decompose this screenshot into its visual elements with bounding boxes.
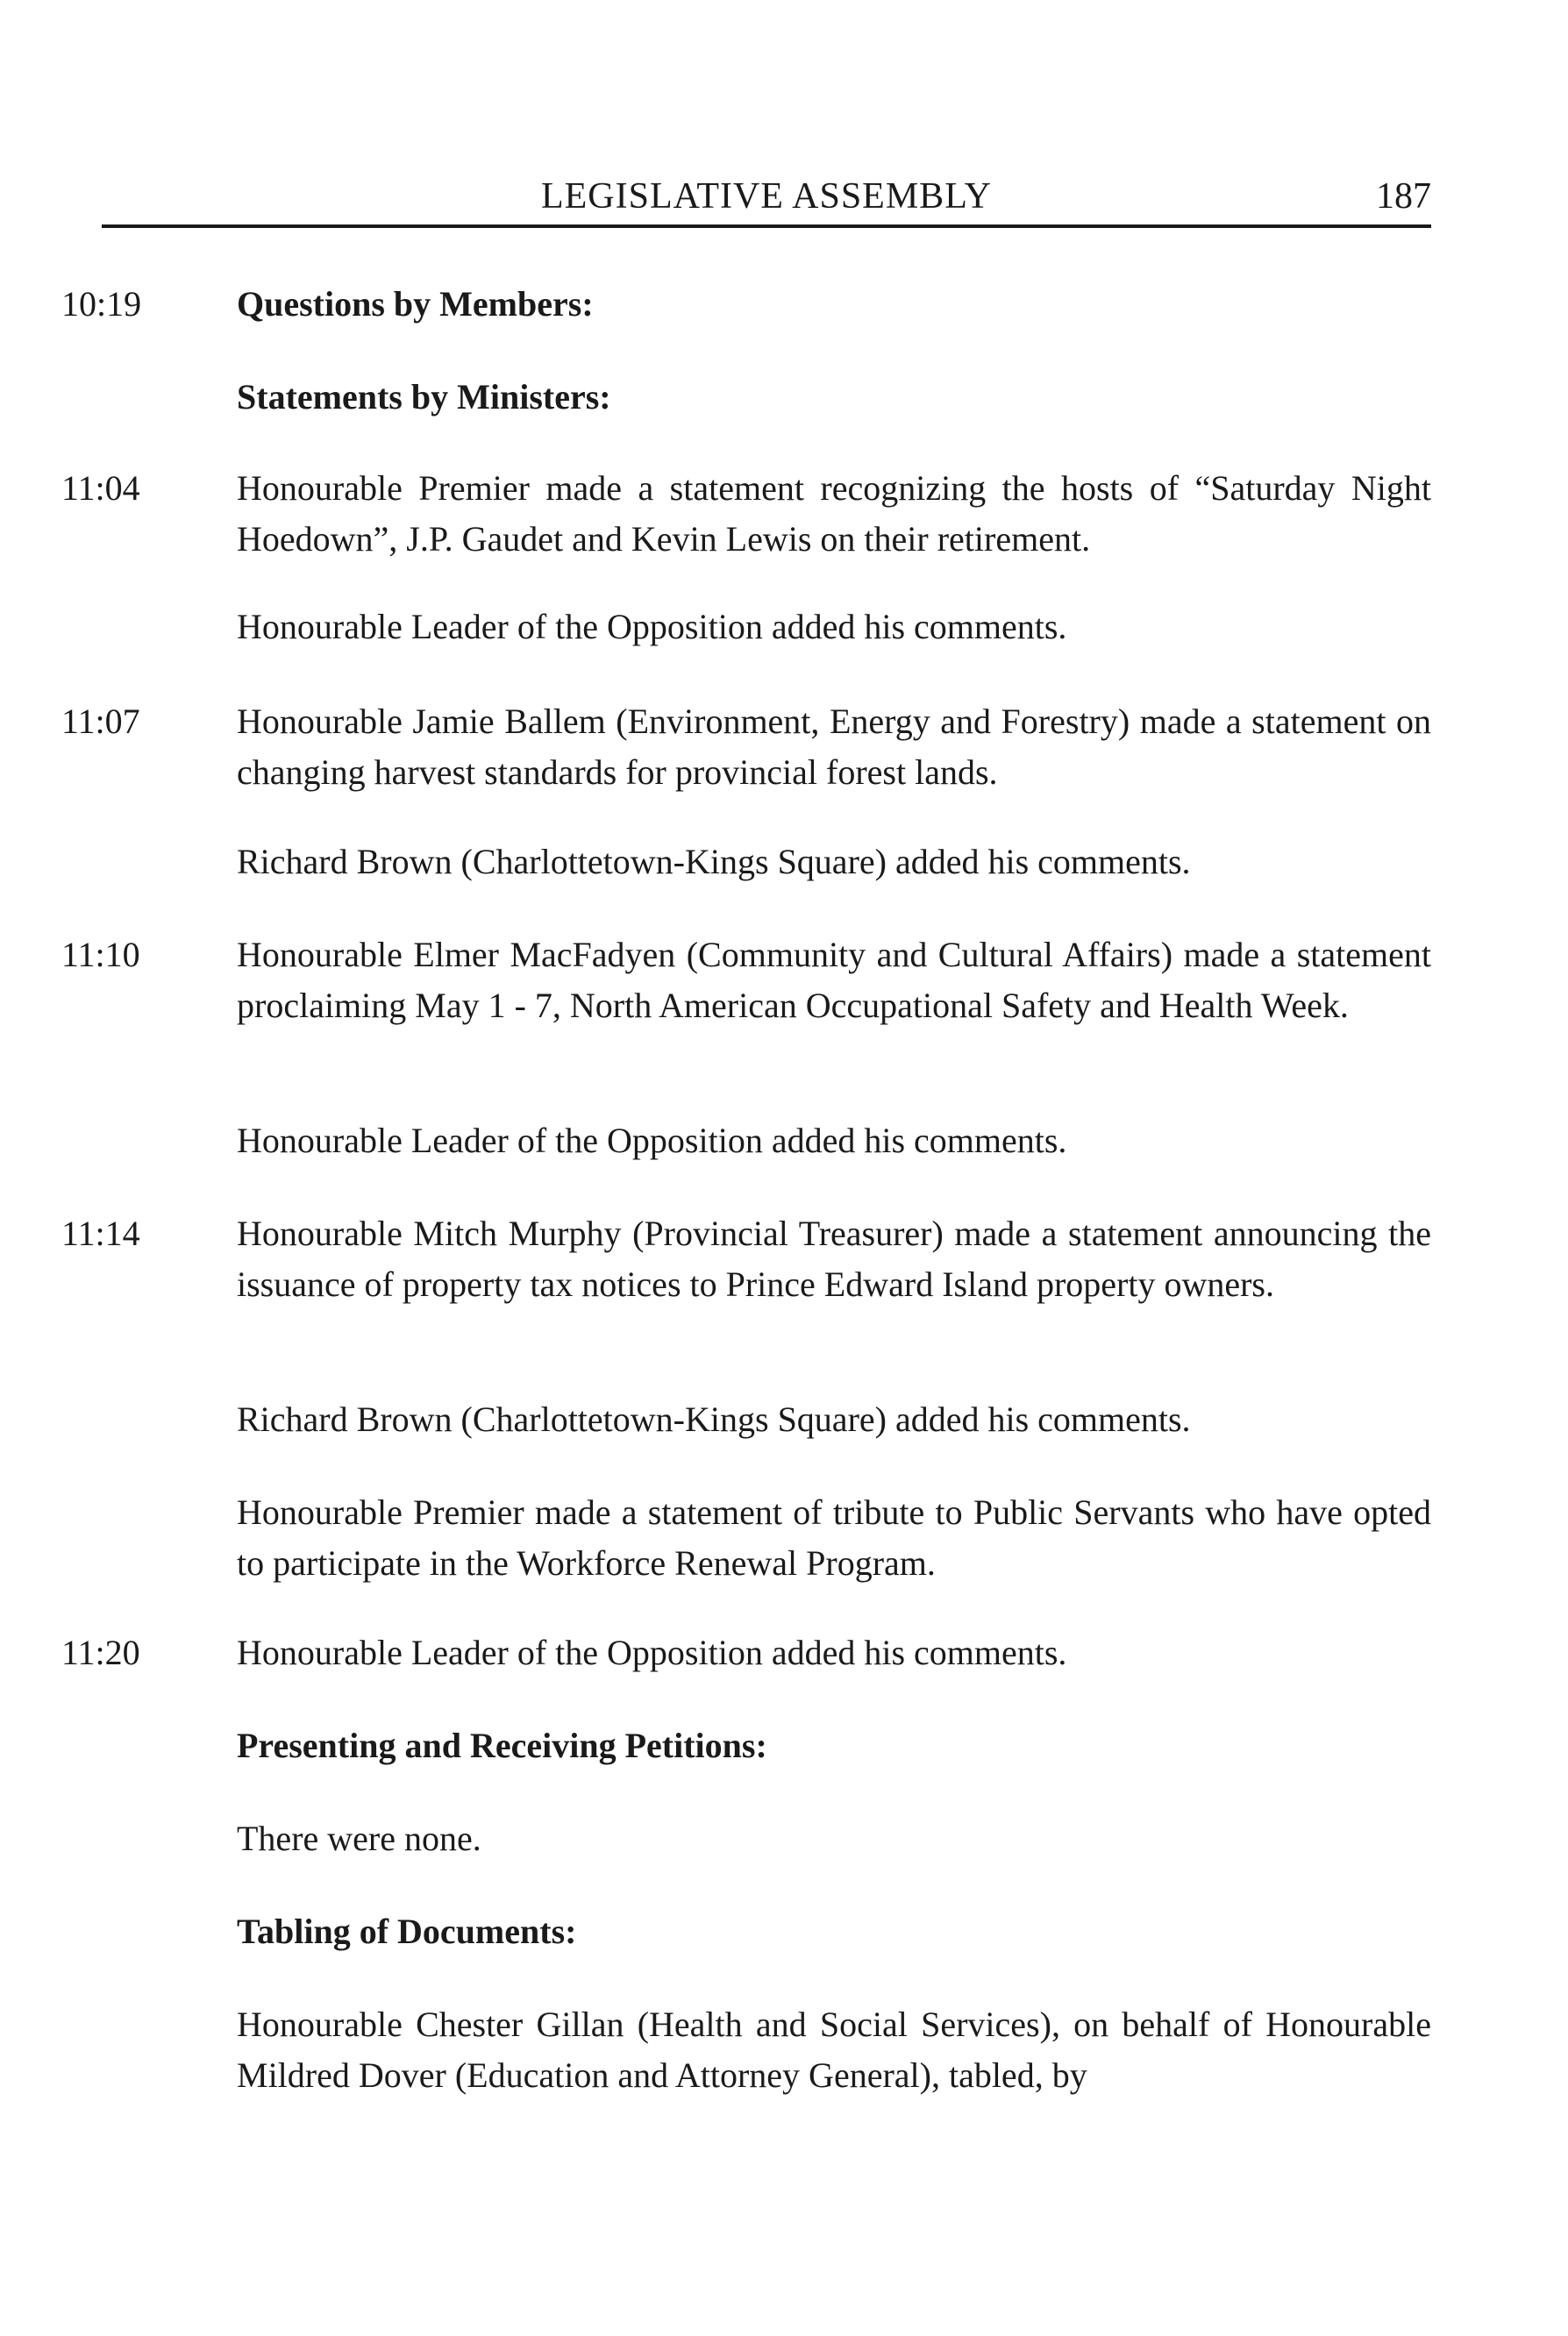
entry-text: Honourable Premier made a statement of tribute to Public Servants who have opted to participate in the Workforce Renewal Program. [237,1492,1431,1583]
entry-text: There were none. [237,1819,481,1858]
entry-time: 11:04 [61,468,140,508]
entry-time: 11:07 [61,702,140,741]
entry-time: 11:14 [61,1214,140,1253]
section-heading: Questions by Members: [237,284,594,324]
section-heading: Presenting and Receiving Petitions: [237,1726,767,1765]
entry-text: Honourable Mitch Murphy (Provincial Treasurer) made a statement announcing the issuance of property tax notices to Prince Edward Island property owners. [237,1214,1431,1304]
running-title: LEGISLATIVE ASSEMBLY [541,176,992,217]
entry-time: 11:10 [61,935,140,974]
section-heading: Tabling of Documents: [237,1912,577,1951]
entry-text: Honourable Jamie Ballem (Environment, Energy and Forestry) made a statement on changing harvest standards for provincial forest lands. [237,702,1431,792]
page-header [102,172,1431,228]
page-number: 187 [1376,176,1431,217]
entry-text: Richard Brown (Charlottetown-Kings Square) added his comments. [237,842,1191,881]
section-heading: Statements by Ministers: [237,377,611,417]
entry-text: Honourable Elmer MacFadyen (Community and Cultural Affairs) made a statement proclaiming May 1 - 7, North American Occupational Safety and Health Week. [237,935,1431,1025]
entry-text: Honourable Leader of the Opposition added his comments. [237,607,1067,646]
entry-text: Honourable Premier made a statement recognizing the hosts of “Saturday Night Hoedown”, J.P. Gaudet and Kevin Lewis on their retirement. [237,468,1431,559]
entry-text: Honourable Leader of the Opposition added his comments. [237,1121,1067,1160]
entry-time: 10:19 [61,284,142,324]
entry-text: Honourable Chester Gillan (Health and Social Services), on behalf of Honourable Mildred Dover (Education and Attorney General), tabled, by [237,2005,1431,2095]
entry-time: 11:20 [61,1633,140,1672]
entry-text: Honourable Leader of the Opposition added his comments. [237,1633,1067,1672]
entry-text: Richard Brown (Charlottetown-Kings Square) added his comments. [237,1399,1191,1439]
